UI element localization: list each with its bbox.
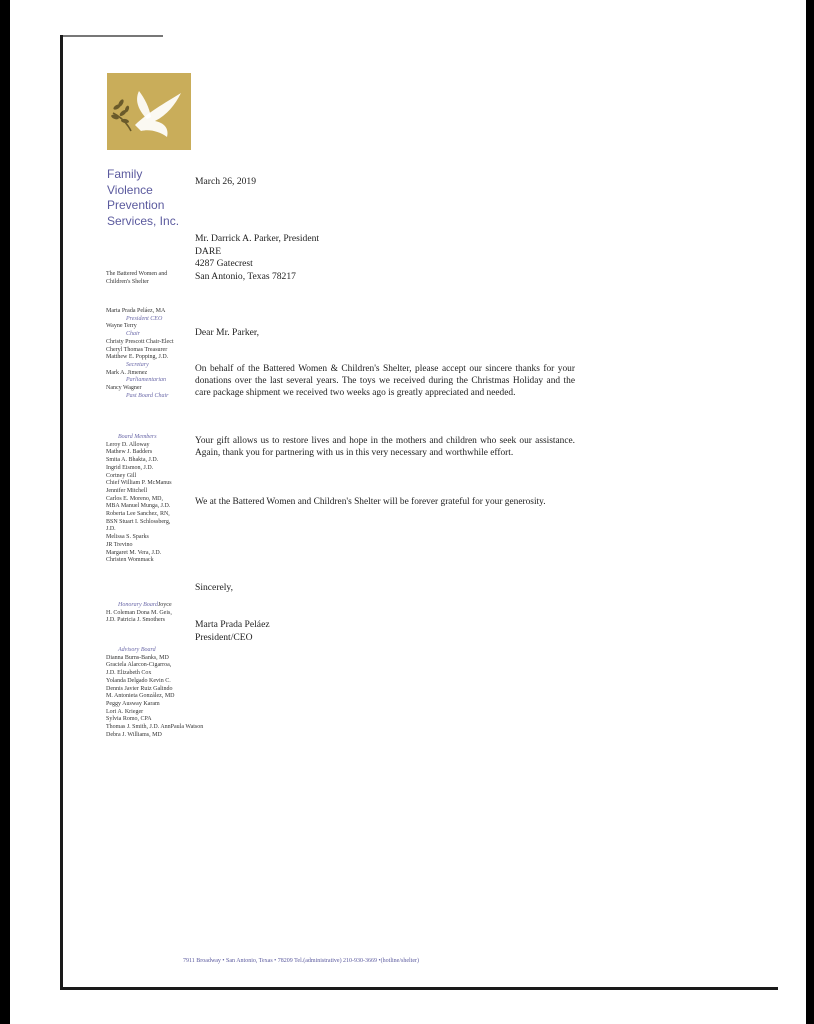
board-member: Margaret M. Vera, J.D. [106, 549, 162, 556]
advisory-member: M. Antonieta González, MD [106, 693, 175, 700]
honorary-member: J.D. Patricia J. Smothers [106, 617, 165, 624]
honorary-member: Joyce [157, 602, 172, 608]
salutation: Dear Mr. Parker, [195, 327, 260, 338]
officer-name: Nancy Wagner [106, 385, 142, 392]
recipient-address [195, 233, 319, 283]
org-name-line: Violence [107, 182, 153, 197]
advisory-member: Peggy Ausway Karam [106, 700, 160, 707]
scanned-sheet [10, 0, 806, 1024]
board-member: Roberta Lee Sanchez, RN, [106, 511, 170, 518]
closing: Sincerely, [195, 582, 234, 593]
signer-name: Marta Prada Peláez [195, 619, 270, 630]
address-line: DARE [195, 245, 222, 257]
officers-list [106, 308, 174, 400]
board-member: Leroy D. Alloway [106, 441, 150, 448]
shelter-label [106, 271, 167, 286]
letter-paragraph: We at the Battered Women and Children's Shelter will be forever grateful for your generosity. [195, 497, 546, 507]
signer-title: President/CEO [195, 631, 253, 643]
advisory-heading: Advisory Board [118, 647, 156, 653]
board-member: MBA Manuel Munga, J.D. [106, 503, 171, 510]
board-member: Cortney Gill [106, 472, 137, 479]
board-member: J.D. [106, 526, 116, 533]
board-member: Mathew J. Badders [106, 449, 153, 456]
advisory-board-list [106, 647, 203, 739]
organization-name [107, 167, 179, 229]
advisory-member: Lori A. Krieger [106, 708, 144, 715]
advisory-member: Thomas J. Smith, J.D. AnnPaula Watson [106, 724, 204, 731]
board-member: Jennifer Mitchell [106, 487, 148, 494]
letter-date: March 26, 2019 [195, 176, 257, 187]
officer-name: Wayne Terry [106, 323, 137, 330]
advisory-member: Sylvia Romo, CPA [106, 716, 152, 723]
address-line: 4287 Gatecrest [195, 258, 253, 269]
org-name-line: Family [107, 167, 143, 181]
letter-paragraph: On behalf of the Battered Women & Children's Shelter, please accept our sincere thanks for your donations over the last several years. The toys we received during the Christmas Holiday and the care package shipment we received two weeks ago is greatly appreciated and needed. [195, 364, 575, 398]
officer-name: Cheryl Thomas Treasurer [106, 346, 168, 353]
officer-role: Chair [126, 331, 141, 338]
advisory-member: Yolanda Delgado Kevin C. [106, 677, 171, 684]
board-members-list [106, 434, 172, 565]
officer-name: Christy Prescott Chair-Elect [106, 338, 174, 345]
board-member: Chief William P. McManus [106, 480, 172, 487]
board-member: JR Trevino [106, 541, 133, 548]
honorary-heading: Honorary Board [118, 602, 158, 608]
letter-page [60, 35, 778, 990]
officer-role: Secretary [126, 361, 149, 368]
dove-with-olive-branch-icon [107, 73, 191, 150]
advisory-member: J.D. Elizabeth Cox [106, 670, 152, 677]
advisory-member: Graciela Alarcon-Cigarroa, [106, 662, 172, 669]
org-name-line: Prevention [107, 198, 165, 212]
board-member: Melissa S. Sparks [106, 534, 149, 541]
board-member: Smita A. Bhakta, J.D. [106, 457, 159, 464]
officer-role: Past Board Chair [126, 392, 169, 399]
shelter-label-line: Children's Shelter [106, 278, 149, 285]
advisory-member: Debra J. Williams, MD [106, 731, 162, 738]
officer-role: President CEO [126, 315, 163, 322]
address-line: Mr. Darrick A. Parker, President [195, 233, 320, 244]
officer-name: Marta Prada Peláez, MA [106, 308, 166, 314]
footer-contact: 7911 Broadway • San Antonio, Texas • 78209 Tel.(administrative) 210-930-3669 •(hotline/shelter) [183, 958, 419, 964]
officer-name: Matthew E. Popping, J.D. [106, 354, 169, 361]
board-member: BSN Stuart I. Schlossberg, [106, 518, 171, 525]
top-rule [63, 35, 163, 37]
advisory-member: Dennis Javier Ruiz Galindo [106, 685, 173, 692]
board-member: Christen Wommack [106, 557, 154, 564]
signature-block [195, 619, 270, 644]
address-line: San Antonio, Texas 78217 [195, 270, 296, 282]
org-name-line: Services, Inc. [107, 213, 180, 228]
board-member: Carlos E. Moreno, MD, [106, 495, 163, 502]
honorary-board-list [106, 602, 172, 625]
officer-role: Parliamentarian [126, 377, 166, 384]
honorary-member: H. Coleman Dona M. Geis, [106, 609, 172, 616]
board-heading: Board Members [118, 434, 157, 440]
advisory-member: Dianna Burns-Banks, MD [106, 654, 169, 661]
officer-name: Mark A. Jimenez [106, 369, 148, 376]
shelter-label-line: The Battered Women and [106, 271, 168, 277]
letter-paragraph: Your gift allows us to restore lives and hope in the mothers and children who seek our assistance. Again, thank you for partnering with us in this very necessary and worthwhile effort. [195, 436, 575, 458]
board-member: Ingrid Eismon, J.D. [106, 464, 154, 471]
